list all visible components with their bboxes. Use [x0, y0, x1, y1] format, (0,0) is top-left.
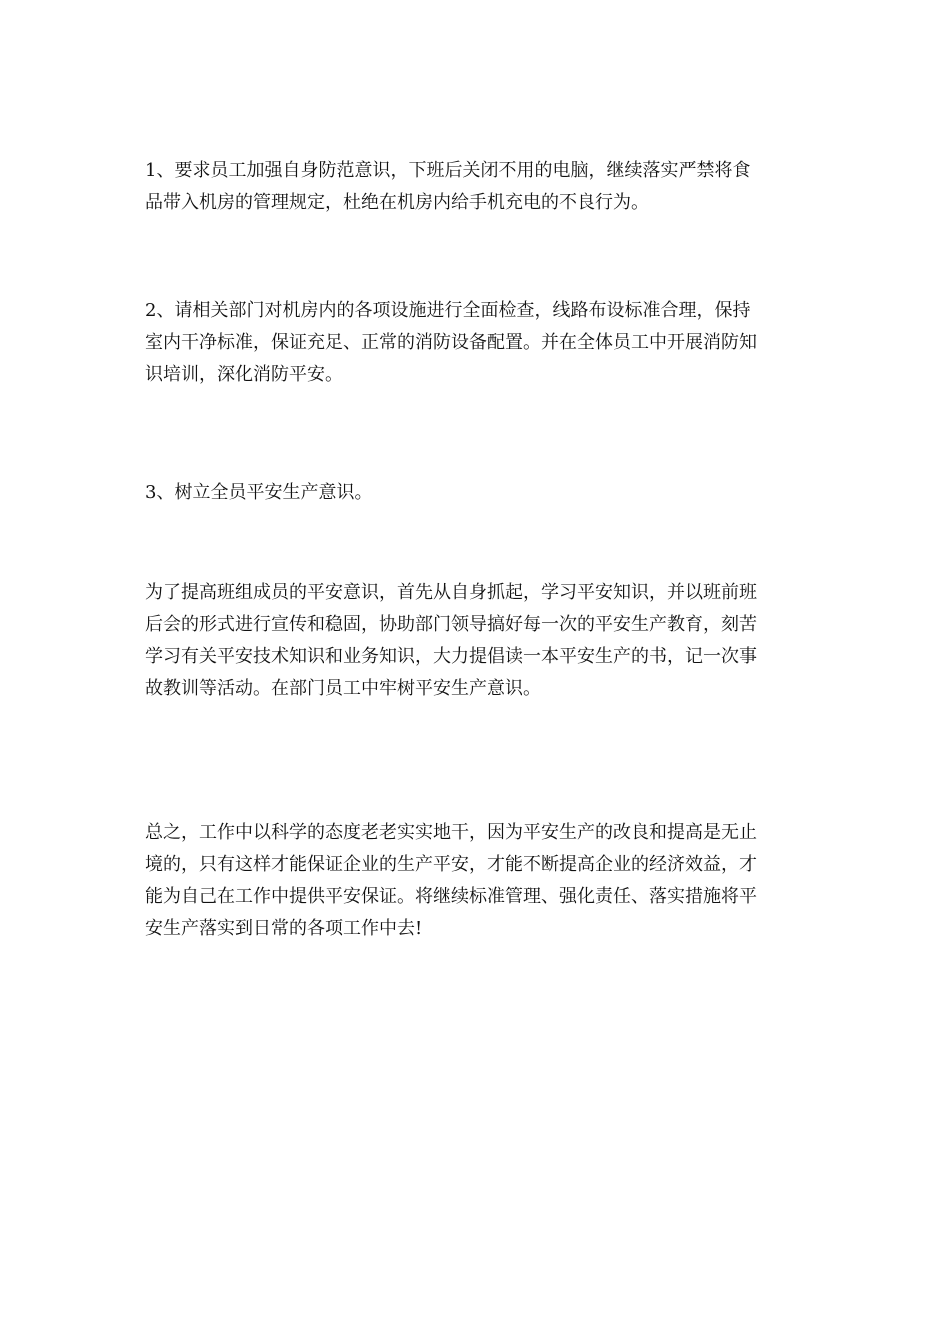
paragraph-line: 2、请相关部门对机房内的各项设施进行全面检查，线路布设标准合理，保持 — [145, 300, 751, 321]
paragraph-line: 识培训，深化消防平安。 — [145, 364, 343, 385]
paragraph-line: 品带入机房的管理规定，杜绝在机房内给手机充电的不良行为。 — [145, 192, 649, 213]
paragraph-line: 学习有关平安技术知识和业务知识，大力提倡读一本平安生产的书，记一次事 — [145, 646, 757, 667]
paragraph-line: 1、要求员工加强自身防范意识，下班后关闭不用的电脑，继续落实严禁将食 — [145, 160, 751, 181]
paragraph-2-facility-inspection — [145, 295, 805, 391]
paragraph-line: 境的，只有这样才能保证企业的生产平安，才能不断提高企业的经济效益，才 — [145, 854, 757, 875]
paragraph-line: 总之，工作中以科学的态度老老实实地干，因为平安生产的改良和提高是无止 — [145, 822, 757, 843]
paragraph-line: 为了提高班组成员的平安意识，首先从自身抓起，学习平安知识，并以班前班 — [145, 582, 757, 603]
paragraph-3-safety-awareness-heading — [145, 477, 805, 509]
paragraph-line: 故教训等活动。在部门员工中牢树平安生产意识。 — [145, 678, 541, 699]
paragraph-5-conclusion — [145, 817, 805, 945]
paragraph-4-team-training — [145, 577, 805, 705]
paragraph-line: 室内干净标准，保证充足、正常的消防设备配置。并在全体员工中开展消防知 — [145, 332, 757, 353]
paragraph-line: 后会的形式进行宣传和稳固，协助部门领导搞好每一次的平安生产教育，刻苦 — [145, 614, 757, 635]
paragraph-line: 安生产落实到日常的各项工作中去! — [145, 918, 423, 939]
paragraph-1-staff-awareness — [145, 155, 805, 219]
paragraph-line: 能为自己在工作中提供平安保证。将继续标准管理、强化责任、落实措施将平 — [145, 886, 757, 907]
paragraph-line: 3、树立全员平安生产意识。 — [145, 482, 373, 503]
